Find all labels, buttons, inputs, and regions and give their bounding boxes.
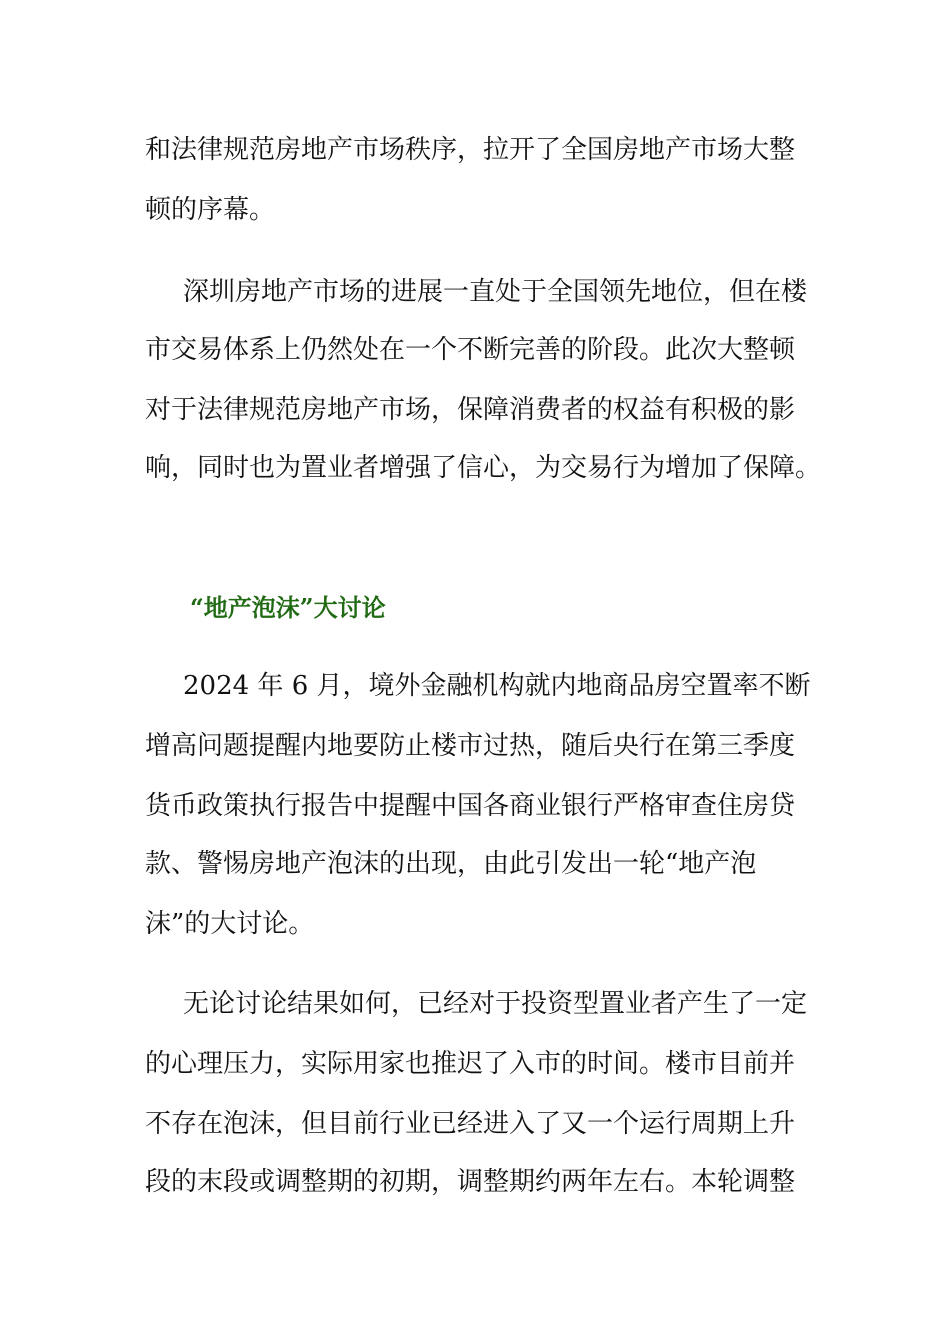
section-heading: “地产泡沫”大讨论	[190, 593, 386, 622]
paragraph-1-line-1: 和法律规范房地产市场秩序，拉开了全国房地产市场大整	[145, 135, 796, 165]
paragraph-3-line-2: 增高问题提醒内地要防止楼市过热，随后央行在第三季度	[145, 731, 796, 761]
paragraph-4-line-2: 的心理压力，实际用家也推迟了入市的时间。楼市目前并	[145, 1049, 796, 1079]
paragraph-4-line-1: 无论讨论结果如何，已经对于投资型置业者产生了一定	[183, 989, 808, 1019]
paragraph-2-line-3: 对于法律规范房地产市场，保障消费者的权益有积极的影	[145, 395, 796, 425]
paragraph-3-line-1: 2024 年 6 月，境外金融机构就内地商品房空置率不断	[183, 671, 811, 701]
paragraph-1-line-2: 顿的序幕。	[145, 195, 276, 225]
paragraph-2-line-1: 深圳房地产市场的进展一直处于全国领先地位，但在楼	[183, 277, 808, 307]
paragraph-3-line-5: 沫”的大讨论。	[145, 909, 315, 939]
paragraph-2-line-2: 市交易体系上仍然处在一个不断完善的阶段。此次大整顿	[145, 335, 796, 365]
paragraph-3-line-3: 货币政策执行报告中提醒中国各商业银行严格审查住房贷	[145, 791, 796, 821]
paragraph-4-line-4: 段的末段或调整期的初期，调整期约两年左右。本轮调整	[145, 1167, 796, 1197]
paragraph-3-line-4: 款、警惕房地产泡沫的出现，由此引发出一轮“地产泡	[145, 849, 757, 879]
paragraph-2-line-4: 响，同时也为置业者增强了信心，为交易行为增加了保障。	[145, 453, 822, 483]
paragraph-4-line-3: 不存在泡沫，但目前行业已经进入了又一个运行周期上升	[145, 1109, 796, 1139]
